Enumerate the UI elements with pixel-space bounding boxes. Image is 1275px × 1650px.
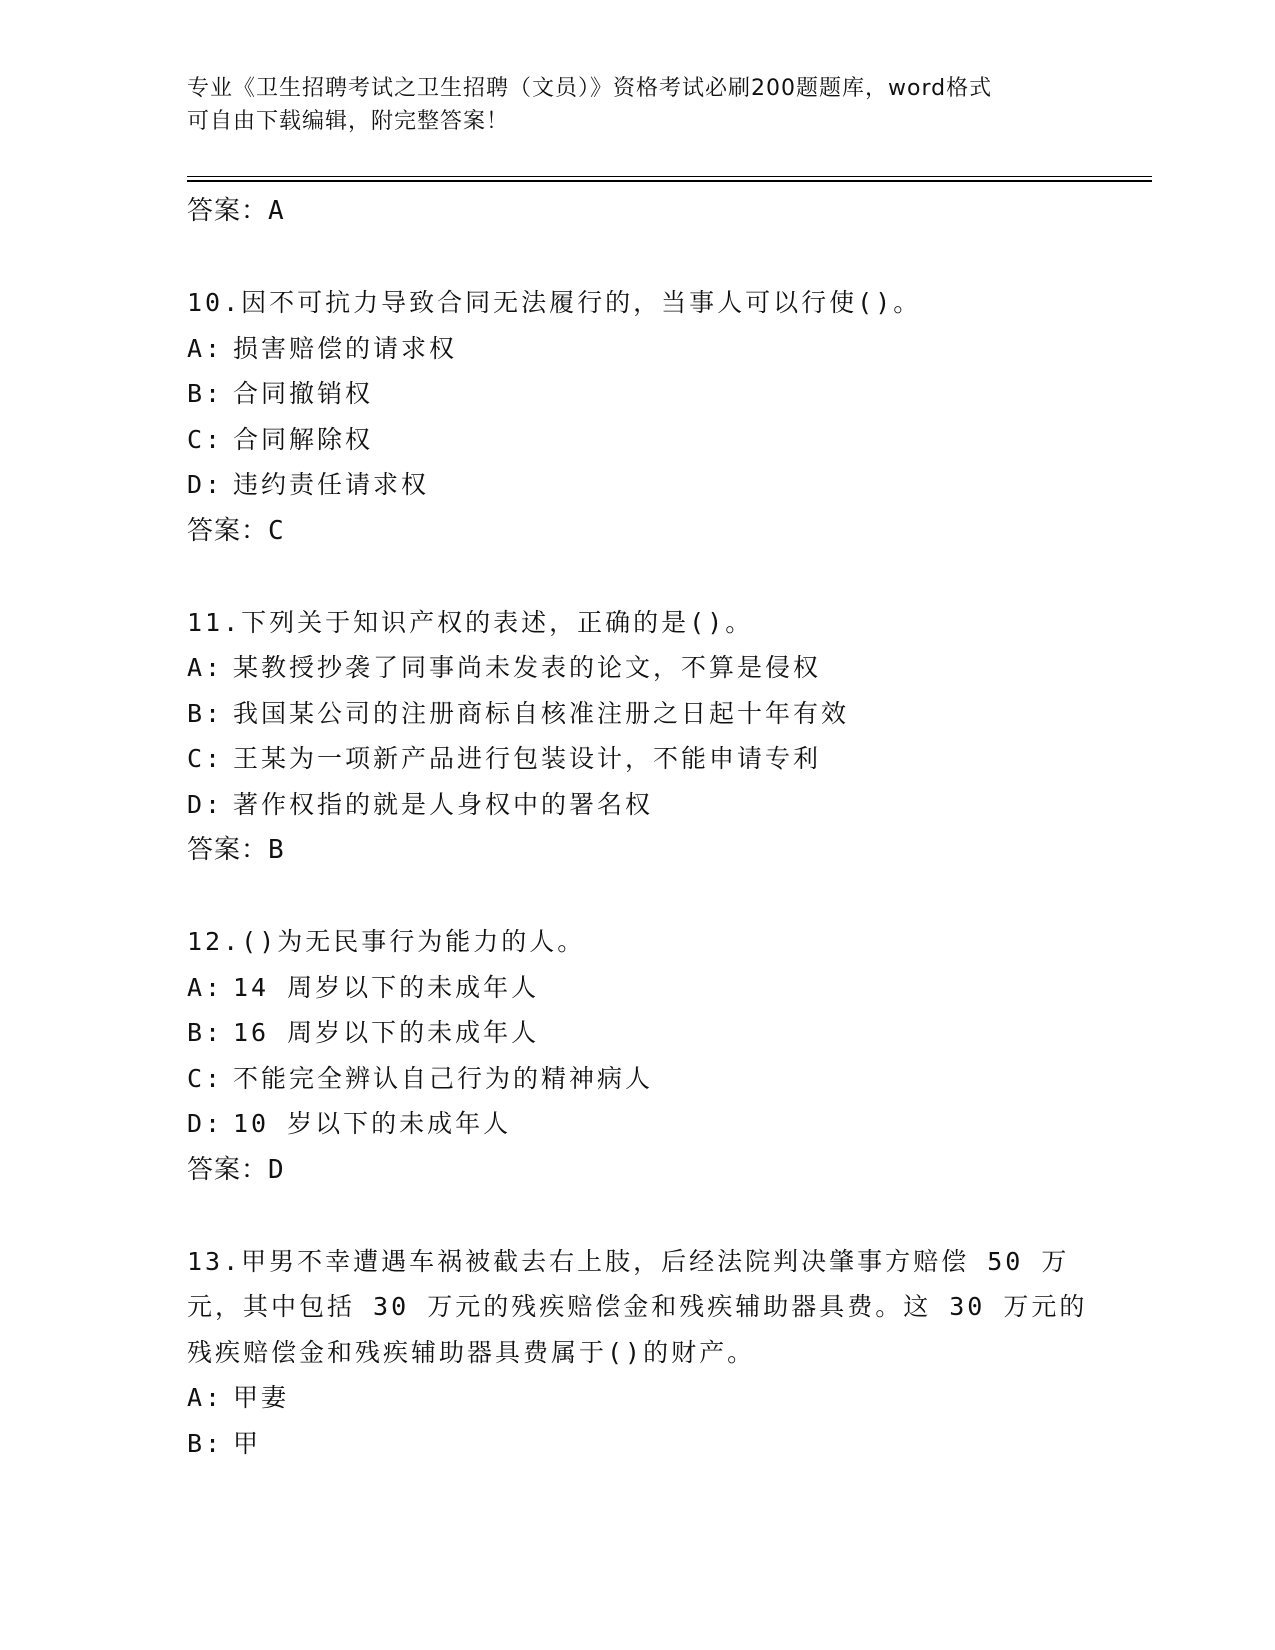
header-line-1: 专业《卫生招聘考试之卫生招聘（文员）》资格考试必刷200题题库，word格式 (187, 76, 993, 101)
option-text: 损害赔偿的请求权 (233, 333, 458, 363)
option-text: 甲 (233, 1428, 262, 1458)
option-b (187, 371, 1087, 417)
option-b (187, 1010, 1087, 1056)
question-list (187, 188, 1087, 1466)
header-divider-thick (187, 180, 1152, 182)
answer-value: A (268, 196, 285, 226)
question-block (187, 600, 1087, 874)
question-stem-cont: 元，其中包括 30 万元的残疾赔偿金和残疾辅助器具费。这 30 万元的 (187, 1292, 1088, 1321)
document-header (187, 72, 1087, 138)
option-key: B: (187, 698, 224, 728)
question-block (187, 280, 1087, 554)
option-key: B: (187, 1018, 224, 1047)
question-stem: 12.()为无民事行为能力的人。 (187, 927, 586, 956)
option-a (187, 326, 1087, 372)
option-key: D: (187, 1109, 224, 1138)
option-key: C: (187, 1063, 224, 1093)
option-key: C: (187, 744, 224, 773)
option-text: 10 岁以下的未成年人 (233, 1109, 512, 1138)
option-c (187, 736, 1087, 782)
option-text: 著作权指的就是人身权中的署名权 (233, 789, 654, 819)
option-a (187, 645, 1087, 691)
answer-value: C (268, 515, 285, 546)
spacer (187, 873, 1087, 919)
option-key: A: (187, 653, 224, 682)
option-text: 16 周岁以下的未成年人 (233, 1018, 540, 1047)
answer-value: D (268, 1154, 285, 1185)
option-d (187, 782, 1087, 828)
option-a (187, 965, 1087, 1011)
option-c (187, 1056, 1087, 1102)
question-stem-cont: 残疾赔偿金和残疾辅助器具费属于()的财产。 (187, 1337, 756, 1367)
option-key: D: (187, 470, 224, 499)
option-d (187, 1101, 1087, 1147)
spacer (187, 554, 1087, 600)
option-text: 不能完全辨认自己行为的精神病人 (233, 1063, 654, 1093)
header-line-2: 可自由下载编辑，附完整答案！ (187, 109, 510, 134)
question-stem: 10.因不可抗力导致合同无法履行的，当事人可以行使()。 (187, 288, 922, 317)
option-key: B: (187, 379, 224, 408)
answer-line (187, 827, 1087, 873)
spacer (187, 234, 1087, 280)
option-c (187, 417, 1087, 463)
question-stem: 11.下列关于知识产权的表述，正确的是()。 (187, 607, 754, 637)
answer-label: 答案： (187, 835, 269, 865)
option-text: 14 周岁以下的未成年人 (233, 972, 540, 1002)
answer-line (187, 508, 1087, 554)
question-stem: 13.甲男不幸遭遇车祸被截去右上肢，后经法院判决肇事方赔偿 50 万 (187, 1246, 1070, 1276)
answer-label: 答案： (187, 196, 269, 226)
answer-label: 答案： (187, 1154, 269, 1185)
option-d (187, 462, 1087, 508)
answer-label: 答案： (187, 515, 269, 546)
option-text: 王某为一项新产品进行包装设计，不能申请专利 (233, 744, 822, 773)
option-key: B: (187, 1428, 224, 1458)
header-divider-thin (187, 176, 1152, 177)
option-text: 某教授抄袭了同事尚未发表的论文，不算是侵权 (233, 653, 822, 682)
option-key: A: (187, 1383, 224, 1412)
option-key: D: (187, 789, 224, 819)
option-key: A: (187, 972, 224, 1002)
option-text: 合同解除权 (233, 424, 374, 454)
option-key: A: (187, 333, 224, 363)
option-text: 合同撤销权 (233, 379, 374, 408)
answer-value: B (268, 835, 285, 865)
option-b (187, 691, 1087, 737)
option-text: 违约责任请求权 (233, 470, 430, 499)
spacer (187, 1193, 1087, 1239)
option-b (187, 1421, 1087, 1467)
question-block (187, 1239, 1087, 1467)
option-key: C: (187, 424, 224, 454)
option-text: 我国某公司的注册商标自核准注册之日起十年有效 (233, 698, 850, 728)
option-text: 甲妻 (233, 1383, 290, 1412)
answer-line (187, 188, 1087, 234)
question-block (187, 919, 1087, 1193)
option-a (187, 1375, 1087, 1421)
answer-line (187, 1147, 1087, 1193)
